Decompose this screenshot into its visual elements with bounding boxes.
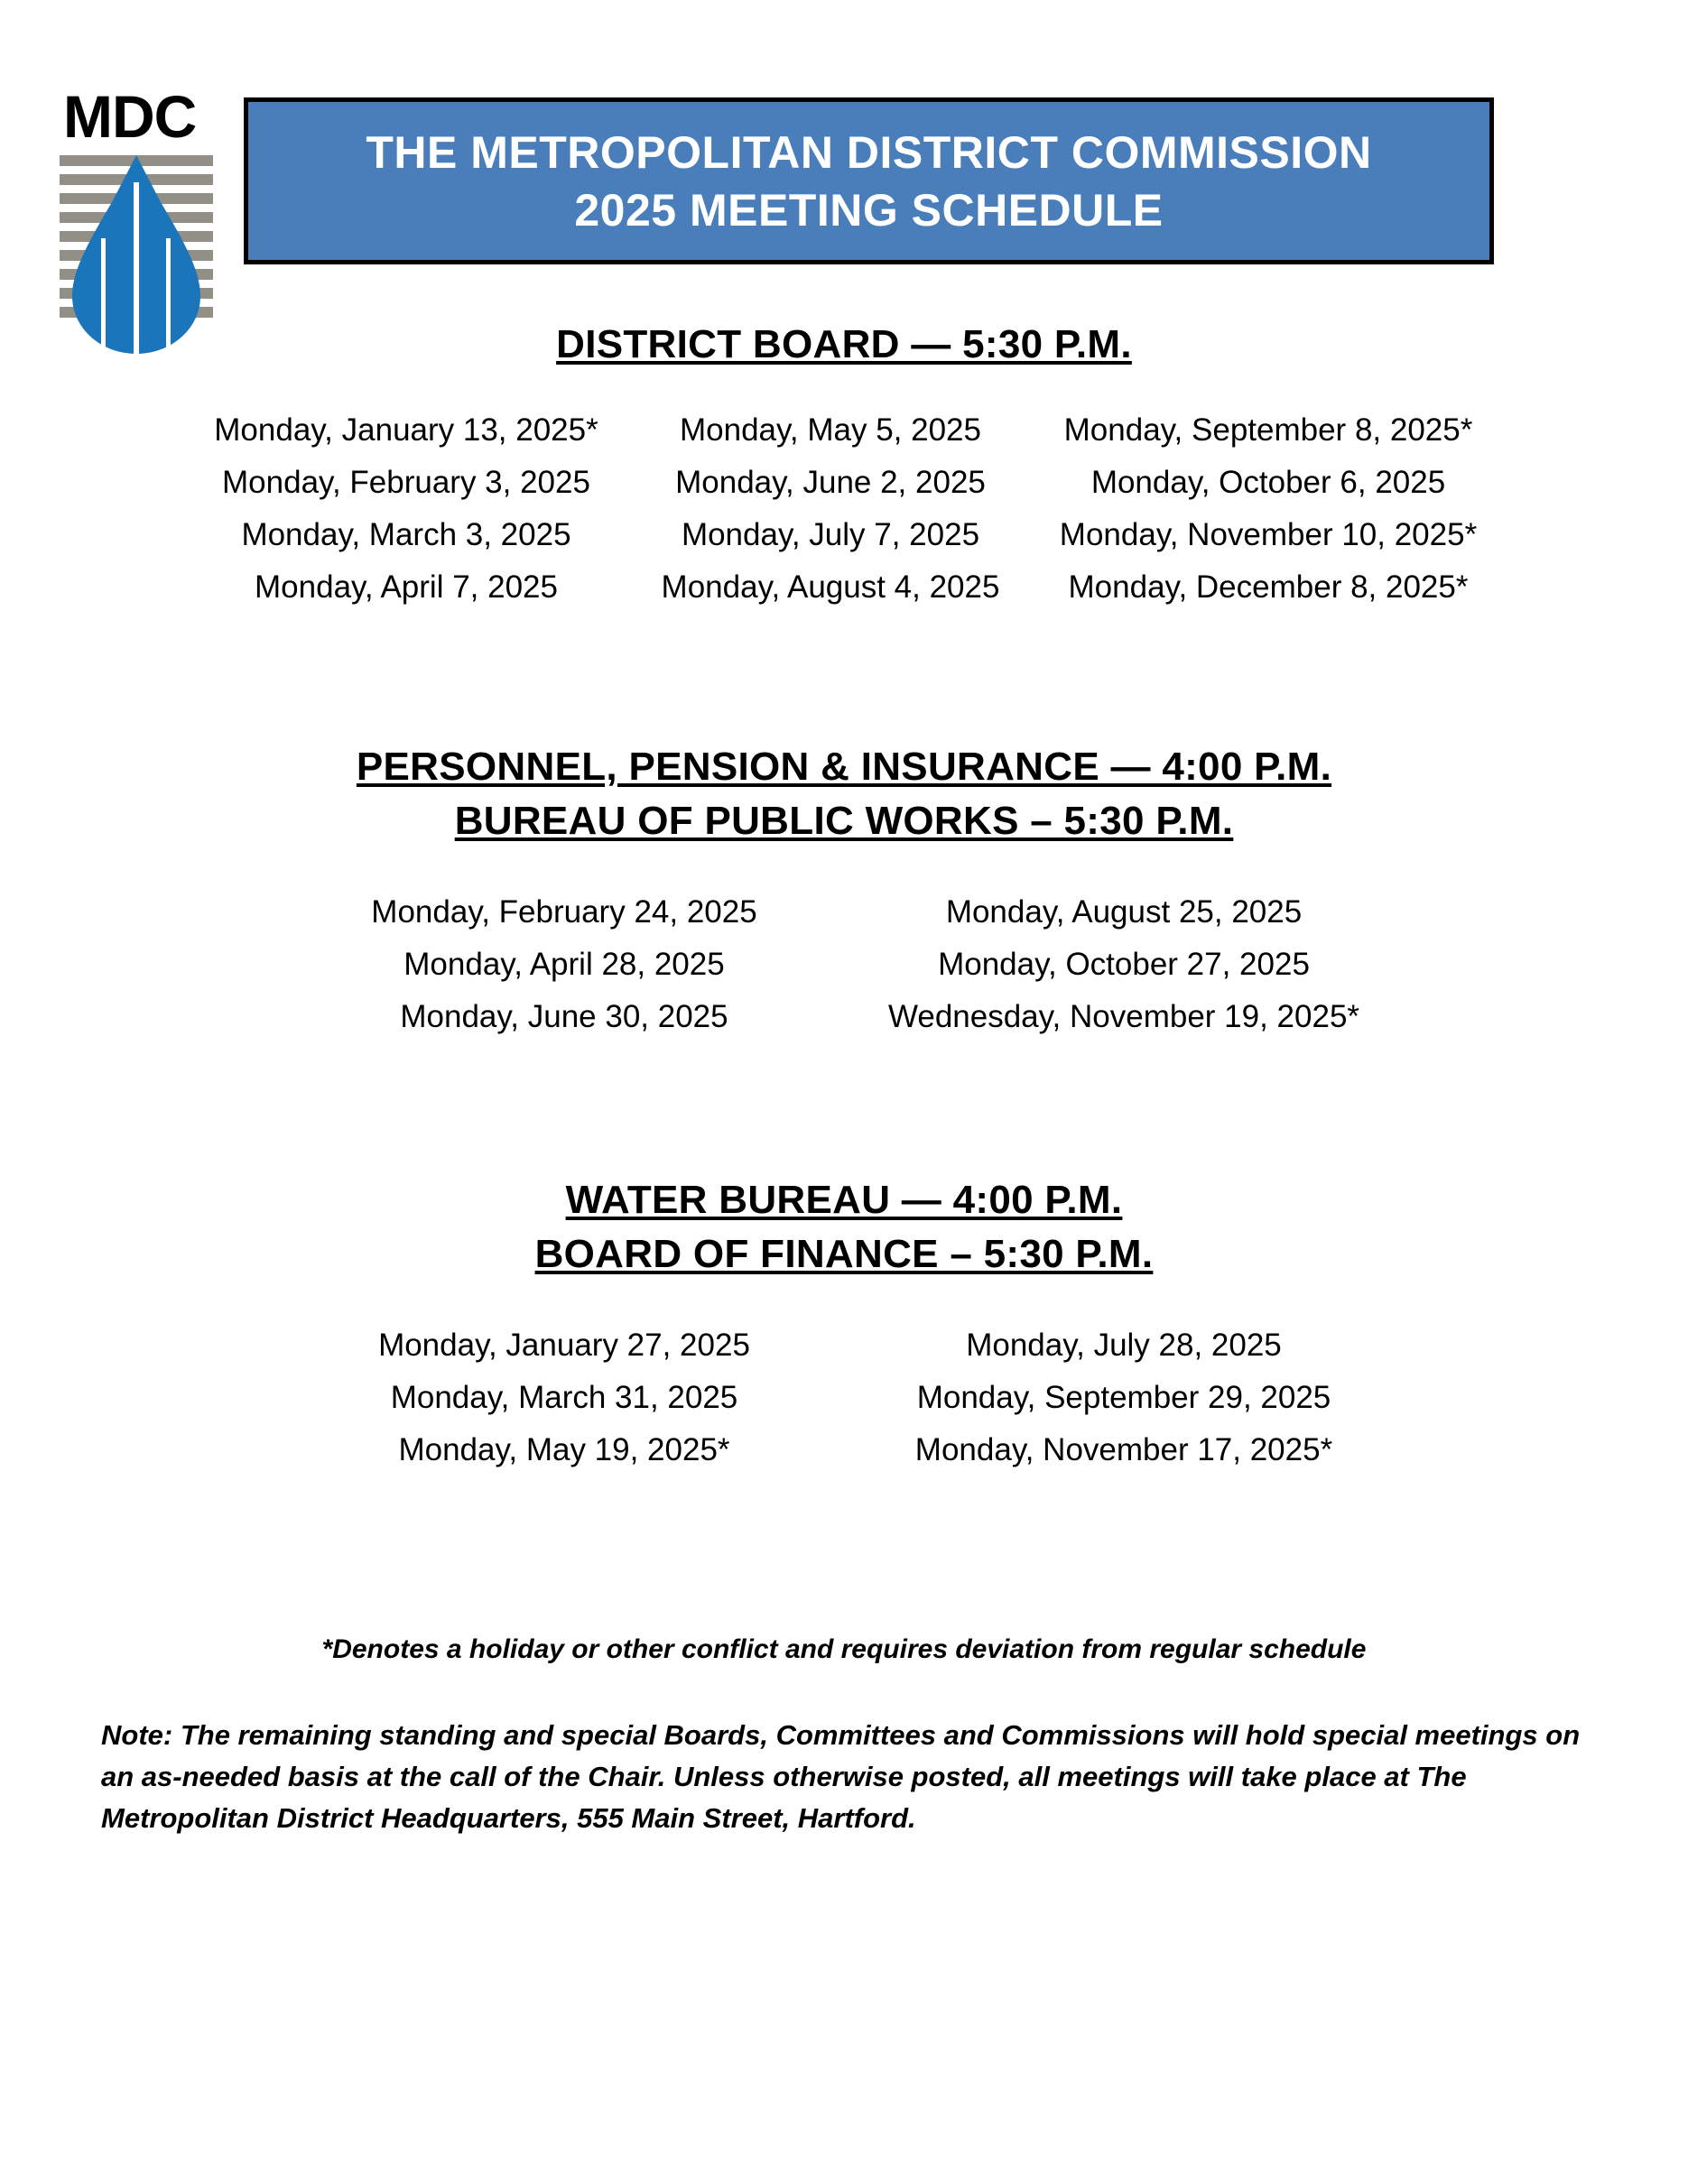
- date-item: Monday, May 19, 2025*: [398, 1432, 730, 1467]
- date-column-1: [284, 886, 844, 1043]
- date-item: Monday, December 8, 2025*: [1068, 569, 1469, 605]
- date-item: Monday, January 13, 2025*: [214, 412, 598, 448]
- date-item: Monday, February 3, 2025: [222, 465, 590, 500]
- date-grid-personnel-pension-insurance: [0, 886, 1688, 1043]
- date-item: Monday, September 29, 2025: [916, 1380, 1331, 1415]
- date-column-2: [844, 886, 1404, 1043]
- date-item: Monday, June 30, 2025: [400, 999, 728, 1034]
- date-item: Monday, September 8, 2025*: [1063, 412, 1473, 448]
- date-item: Wednesday, November 19, 2025*: [887, 999, 1360, 1034]
- section-heading-board-of-finance: [0, 1227, 1688, 1282]
- date-column-2: [844, 1319, 1404, 1476]
- date-item: Monday, August 25, 2025: [945, 894, 1303, 930]
- section-heading-text: DISTRICT BOARD — 5:30 P.M.: [556, 322, 1132, 366]
- section-heading-personnel-pension-insurance: [0, 740, 1688, 794]
- date-item: Monday, October 27, 2025: [938, 947, 1310, 982]
- section-heading-bureau-public-works: [0, 794, 1688, 848]
- date-item: Monday, May 5, 2025: [680, 412, 981, 448]
- section-heading-text: WATER BUREAU — 4:00 P.M.: [565, 1178, 1123, 1222]
- section-heading-district-board: [0, 318, 1688, 372]
- date-item: Monday, June 2, 2025: [675, 465, 986, 500]
- date-item: Monday, April 28, 2025: [403, 947, 725, 982]
- date-item: Monday, October 6, 2025: [1090, 465, 1446, 500]
- section-heading-water-bureau: [0, 1173, 1688, 1227]
- date-item: Monday, March 3, 2025: [241, 517, 571, 552]
- mdc-logo-wordmark: MDC: [63, 83, 197, 150]
- mdc-logo: [60, 83, 218, 357]
- date-item: Monday, April 7, 2025: [255, 569, 558, 605]
- date-grid-district-board: [0, 404, 1688, 614]
- section-heading-text: PERSONNEL, PENSION & INSURANCE — 4:00 P.M.: [356, 745, 1332, 789]
- date-item: Monday, August 4, 2025: [661, 569, 1000, 605]
- section-personnel-pension-insurance: [0, 740, 1688, 1043]
- date-item: Monday, July 28, 2025: [966, 1328, 1282, 1363]
- section-water-bureau: [0, 1173, 1688, 1476]
- date-item: Monday, November 17, 2025*: [914, 1432, 1333, 1467]
- date-item: Monday, February 24, 2025: [371, 894, 757, 930]
- date-item: Monday, January 27, 2025: [378, 1328, 750, 1363]
- date-column-1: [284, 1319, 844, 1476]
- date-item: Monday, July 7, 2025: [681, 517, 980, 552]
- title-banner: [244, 97, 1494, 264]
- banner-title-line-1: THE METROPOLITAN DISTRICT COMMISSION: [366, 126, 1372, 178]
- banner-title-line-2: 2025 MEETING SCHEDULE: [574, 184, 1164, 236]
- general-note: Note: The remaining standing and special Boards, Committees and Commissions will hold special meetings on an as-needed basis at the call of the Chair. Unless otherwise posted, all meetings will take place at The Metropolitan District Headquarters, 555 Main Street, Hartford.: [101, 1719, 1581, 1834]
- date-column-3: [1029, 404, 1507, 614]
- section-heading-text: BUREAU OF PUBLIC WORKS – 5:30 P.M.: [454, 799, 1234, 843]
- date-column-2: [632, 404, 1029, 614]
- section-heading-text: BOARD OF FINANCE – 5:30 P.M.: [534, 1232, 1154, 1276]
- holiday-footnote: *Denotes a holiday or other conflict and requires deviation from regular schedule: [321, 1634, 1367, 1664]
- date-item: Monday, November 10, 2025*: [1059, 517, 1478, 552]
- section-district-board: [0, 318, 1688, 614]
- date-grid-water-bureau: [0, 1319, 1688, 1476]
- date-column-1: [181, 404, 632, 614]
- date-item: Monday, March 31, 2025: [390, 1380, 738, 1415]
